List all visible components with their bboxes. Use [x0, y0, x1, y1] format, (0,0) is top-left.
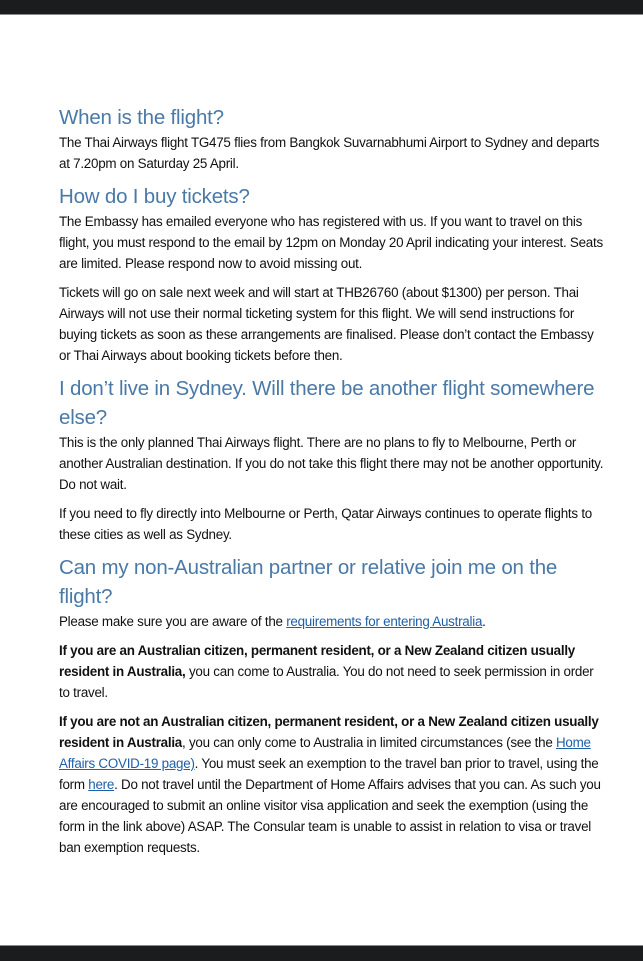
heading-other-flight: I don’t live in Sydney. Will there be another flight somewhere else? — [59, 377, 595, 429]
heading-partner-relative: Can my non-Australian partner or relative join me on the flight? — [59, 556, 558, 608]
paragraph: This is the only planned Thai Airways flight. There are no plans to fly to Melbourne, Perth or another Australian destination. If you do not take this flight there may not be another opportunity. Do not wait. — [59, 435, 604, 492]
section-when-flight — [59, 103, 607, 174]
intro-paragraph — [59, 611, 607, 632]
paragraph: Tickets will go on sale next week and will start at THB26760 (about $1300) per person. Thai Airways will not use their normal ticketing system for this flight. We will send instructions for buying tickets as soon as these arrangements are finalised. Please don’t contact the Embassy or Thai Airways about booking tickets before then. — [59, 285, 594, 363]
noncitizen-paragraph — [59, 711, 607, 858]
section-other-flight — [59, 374, 607, 545]
intro-suffix: . — [482, 614, 486, 629]
noncitizen-text: . Do not travel until the Department of Home Affairs advises that you can. As such you are encouraged to submit an online visitor visa application and seek the exemption (using the form in the link above) ASAP. The Consular team is unable to assist in relation to visa or travel ban exemption requests. — [59, 777, 601, 855]
heading-buy-tickets: How do I buy tickets? — [59, 185, 250, 208]
top-frame-bar — [0, 0, 643, 15]
paragraph: The Thai Airways flight TG475 flies from Bangkok Suvarnabhumi Airport to Sydney and departs at 7.20pm on Saturday 25 April. — [59, 135, 600, 171]
bottom-frame-bar — [0, 945, 643, 961]
document-body — [59, 103, 607, 866]
exemption-form-link[interactable]: here — [88, 777, 115, 792]
home-affairs-covid-link[interactable]: Home Affairs COVID-19 page) — [59, 735, 591, 771]
noncitizen-bold-text: If you are not an Australian citizen, permanent resident, or a New Zealand citizen usually resident in Australia — [59, 714, 599, 750]
section-buy-tickets — [59, 182, 607, 366]
paragraph: If you need to fly directly into Melbourne or Perth, Qatar Airways continues to operate flights to these cities as well as Sydney. — [59, 506, 592, 542]
noncitizen-text: . You must seek an exemption to the travel ban prior to travel, using the form — [59, 756, 599, 792]
noncitizen-text: , you can only come to Australia in limited circumstances (see the — [182, 735, 556, 750]
requirements-link[interactable]: requirements for entering Australia — [286, 614, 483, 629]
citizen-paragraph — [59, 640, 607, 703]
heading-when-flight: When is the flight? — [59, 106, 224, 129]
citizen-text: you can come to Australia. You do not need to seek permission in order to travel. — [59, 664, 594, 700]
citizen-bold-text: If you are an Australian citizen, permanent resident, or a New Zealand citizen usually resident in Australia, — [59, 643, 576, 679]
section-partner-relative — [59, 553, 607, 858]
paragraph: The Embassy has emailed everyone who has registered with us. If you want to travel on this flight, you must respond to the email by 12pm on Monday 20 April indicating your interest. Seats are limited. Please respond now to avoid missing out. — [59, 214, 603, 271]
intro-text: Please make sure you are aware of the — [59, 614, 287, 629]
